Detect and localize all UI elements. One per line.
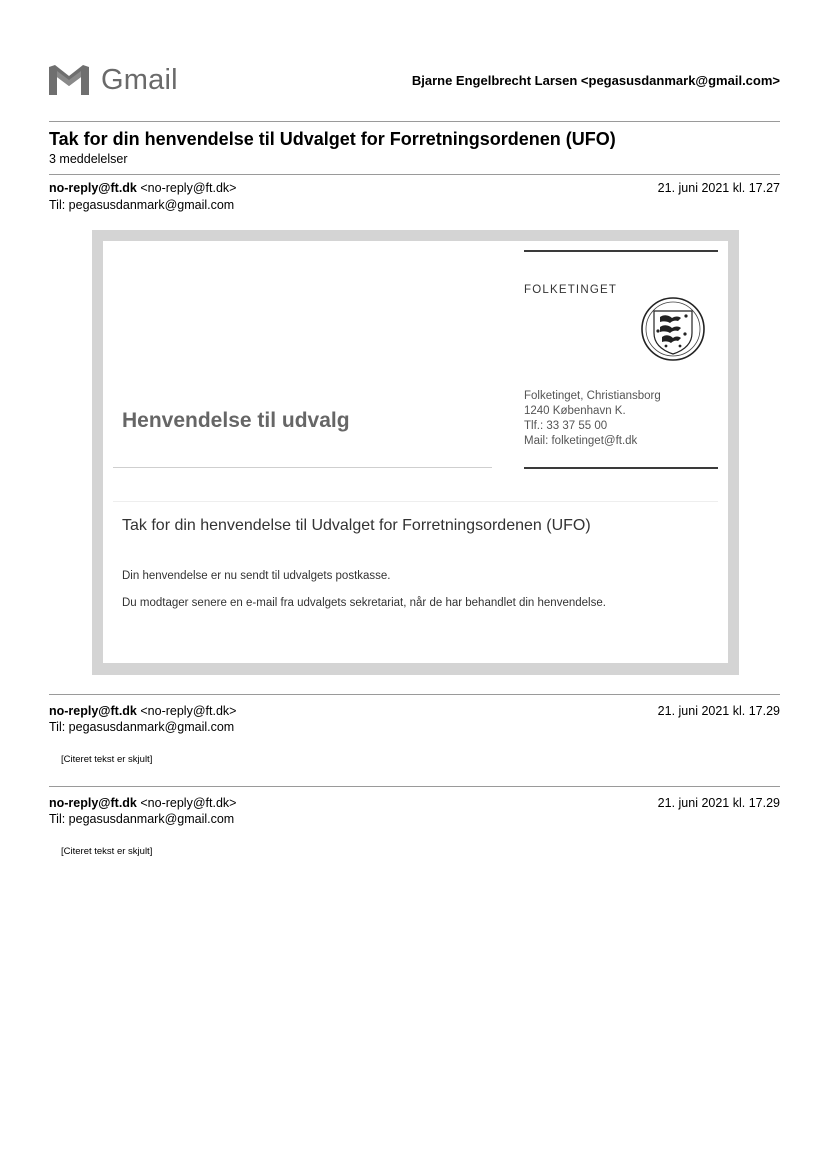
divider — [49, 694, 780, 695]
body-paragraph: Din henvendelse er nu sendt til udvalgets postkasse. — [122, 570, 391, 582]
message-date: 21. juni 2021 kl. 17.29 — [657, 796, 780, 810]
address-line: Tlf.: 33 37 55 00 — [524, 420, 608, 432]
sender-address: <no-reply@ft.dk> — [140, 796, 237, 810]
quoted-text-toggle[interactable]: [Citeret tekst er skjult] — [61, 846, 153, 857]
email-body-frame — [92, 230, 739, 675]
email-body — [103, 241, 728, 663]
section-separator — [113, 501, 718, 502]
divider — [49, 121, 780, 122]
address-line: 1240 København K. — [524, 405, 626, 417]
address-line: Mail: folketinget@ft.dk — [524, 435, 638, 447]
body-title: Tak for din henvendelse til Udvalget for Forretningsordenen (UFO) — [122, 517, 591, 534]
org-address — [524, 389, 661, 449]
message-sender — [49, 704, 236, 718]
sender-address: <no-reply@ft.dk> — [140, 181, 237, 195]
card-heading: Henvendelse til udvalg — [122, 409, 350, 432]
account-info: Bjarne Engelbrecht Larsen <pegasusdanmark@gmail.com> — [411, 73, 780, 88]
sender-address: <no-reply@ft.dk> — [140, 704, 237, 718]
address-line: Folketinget, Christiansborg — [524, 390, 661, 402]
body-paragraph: Du modtager senere en e-mail fra udvalgets sekretariat, når de har behandlet din henvendelse. — [122, 597, 606, 609]
message-count: 3 meddelelser — [49, 152, 128, 166]
message-sender — [49, 181, 236, 195]
coat-of-arms-icon — [640, 296, 706, 362]
sender-email: no-reply@ft.dk — [49, 704, 137, 718]
address-rule — [524, 467, 718, 469]
message-sender — [49, 796, 236, 810]
sender-email: no-reply@ft.dk — [49, 796, 137, 810]
heading-underline — [113, 467, 492, 468]
divider — [49, 786, 780, 787]
message-recipient: Til: pegasusdanmark@gmail.com — [49, 720, 235, 734]
header-rule — [524, 250, 718, 252]
gmail-m-icon — [47, 63, 91, 97]
message-recipient: Til: pegasusdanmark@gmail.com — [49, 198, 235, 212]
message-date: 21. juni 2021 kl. 17.27 — [657, 181, 780, 195]
app-name: Gmail — [101, 63, 178, 96]
sender-email: no-reply@ft.dk — [49, 181, 137, 195]
quoted-text-toggle[interactable]: [Citeret tekst er skjult] — [61, 754, 153, 765]
gmail-logo — [47, 62, 187, 98]
org-label: FOLKETINGET — [524, 284, 618, 296]
message-recipient: Til: pegasusdanmark@gmail.com — [49, 812, 235, 826]
message-date: 21. juni 2021 kl. 17.29 — [657, 704, 780, 718]
divider — [49, 174, 780, 175]
thread-title: Tak for din henvendelse til Udvalget for Forretningsordenen (UFO) — [49, 129, 616, 149]
